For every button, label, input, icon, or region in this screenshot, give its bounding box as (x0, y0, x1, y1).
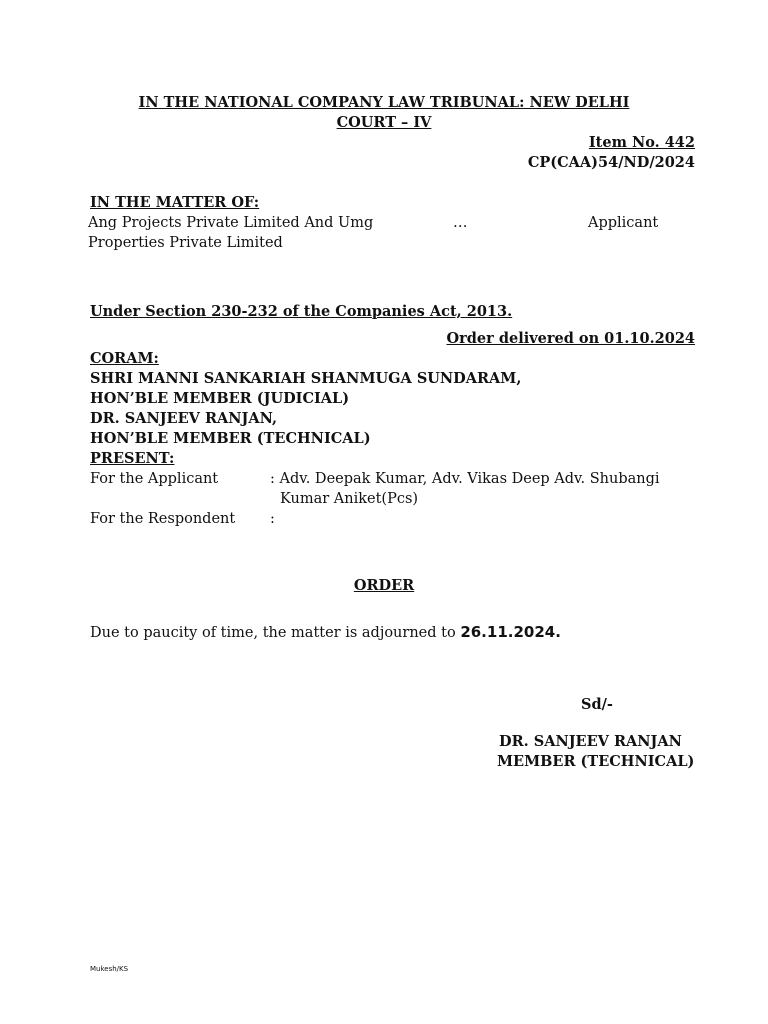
matter-heading: IN THE MATTER OF: (90, 194, 260, 211)
member1-name: SHRI MANNI SANKARIAH SHANMUGA SUNDARAM, (90, 370, 522, 387)
signature-sd: Sd/- (581, 696, 613, 713)
statute-line: Under Section 230-232 of the Companies Act, 2013. (90, 303, 513, 320)
order-text: Due to paucity of time, the matter is adjourned to (90, 625, 461, 641)
item-number: Item No. 442 (588, 134, 695, 151)
applicant-counsel-line1: : Adv. Deepak Kumar, Adv. Vikas Deep Adv. Shubangi (270, 471, 660, 487)
footer-initials: Mukesh/KS (90, 965, 129, 973)
tribunal-title: IN THE NATIONAL COMPANY LAW TRIBUNAL: NEW DELHI (138, 94, 630, 111)
matter-dots: … (453, 215, 468, 231)
applicant-counsel-label: For the Applicant (90, 471, 219, 487)
respondent-counsel-label: For the Respondent (90, 511, 236, 527)
signatory-title: MEMBER (TECHNICAL) (497, 753, 695, 770)
member2-name: DR. SANJEEV RANJAN, (90, 410, 277, 427)
member2-title: HON’BLE MEMBER (TECHNICAL) (90, 430, 371, 447)
order-body (90, 622, 561, 643)
applicant-counsel-line2: Kumar Aniket(Pcs) (280, 491, 419, 507)
signatory-name: DR. SANJEEV RANJAN (499, 733, 682, 750)
present-heading: PRESENT: (90, 450, 175, 467)
respondent-counsel-value: : (270, 511, 275, 527)
order-delivered: Order delivered on 01.10.2024 (446, 330, 695, 347)
party-role: Applicant (588, 215, 659, 231)
coram-heading: CORAM: (90, 350, 159, 367)
order-heading: ORDER (353, 577, 415, 594)
court-title: COURT – IV (336, 114, 432, 131)
applicant-name-line1: Ang Projects Private Limited And Umg (88, 215, 374, 231)
applicant-name-line2: Properties Private Limited (88, 235, 283, 251)
adjourned-date: 26.11.2024. (460, 623, 561, 641)
member1-title: HON’BLE MEMBER (JUDICIAL) (90, 390, 350, 407)
case-number: CP(CAA)54/ND/2024 (527, 154, 695, 171)
